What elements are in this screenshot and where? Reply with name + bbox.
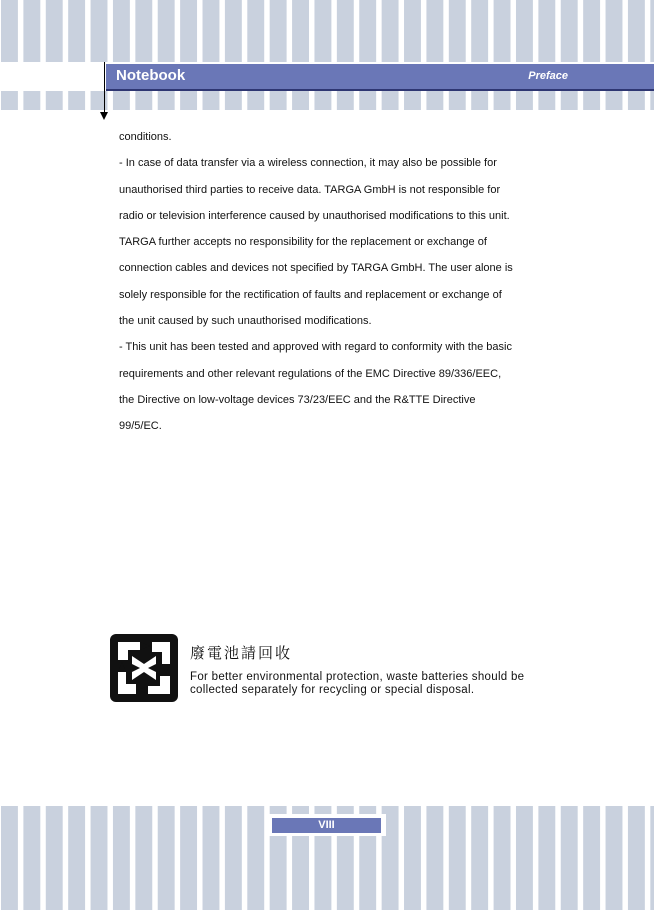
body-line: TARGA further accepts no responsibility for the replacement or exchange of: [119, 236, 487, 249]
body-line: unauthorised third parties to receive data. TARGA GmbH is not responsible for: [119, 183, 501, 196]
decorative-grid-top: [0, 0, 654, 110]
recycling-notice: [190, 671, 570, 697]
body-line: 99/5/EC.: [119, 420, 162, 433]
section-title: Preface: [528, 70, 568, 82]
arrow-down-icon: [100, 112, 108, 120]
header-bar: [106, 64, 654, 91]
body-line: solely responsible for the rectification of faults and replacement or exchange of: [119, 288, 502, 301]
body-text: [119, 124, 559, 440]
page-number: VIII: [272, 818, 381, 833]
notice-line: For better environmental protection, waste batteries should be: [190, 671, 525, 683]
body-line: the unit caused by such unauthorised modifications.: [119, 315, 372, 328]
body-line: connection cables and devices not specified by TARGA GmbH. The user alone is: [119, 262, 513, 275]
recycle-icon: [110, 634, 178, 702]
margin-line: [104, 62, 105, 112]
notice-line: collected separately for recycling or special disposal.: [190, 684, 475, 696]
body-line: - This unit has been tested and approved with regard to conformity with the basic: [119, 341, 512, 354]
body-line: - In case of data transfer via a wireless connection, it may also be possible for: [119, 157, 497, 170]
page-title: Notebook: [116, 67, 186, 84]
body-line: conditions.: [119, 131, 172, 143]
body-line: the Directive on low-voltage devices 73/23/EEC and the R&TTE Directive: [119, 393, 476, 406]
chinese-recycling-text: 廢電池請回收: [190, 644, 293, 662]
body-line: radio or television interference caused by unauthorised modifications to this unit.: [119, 209, 510, 222]
body-line: requirements and other relevant regulations of the EMC Directive 89/336/EEC,: [119, 367, 502, 380]
